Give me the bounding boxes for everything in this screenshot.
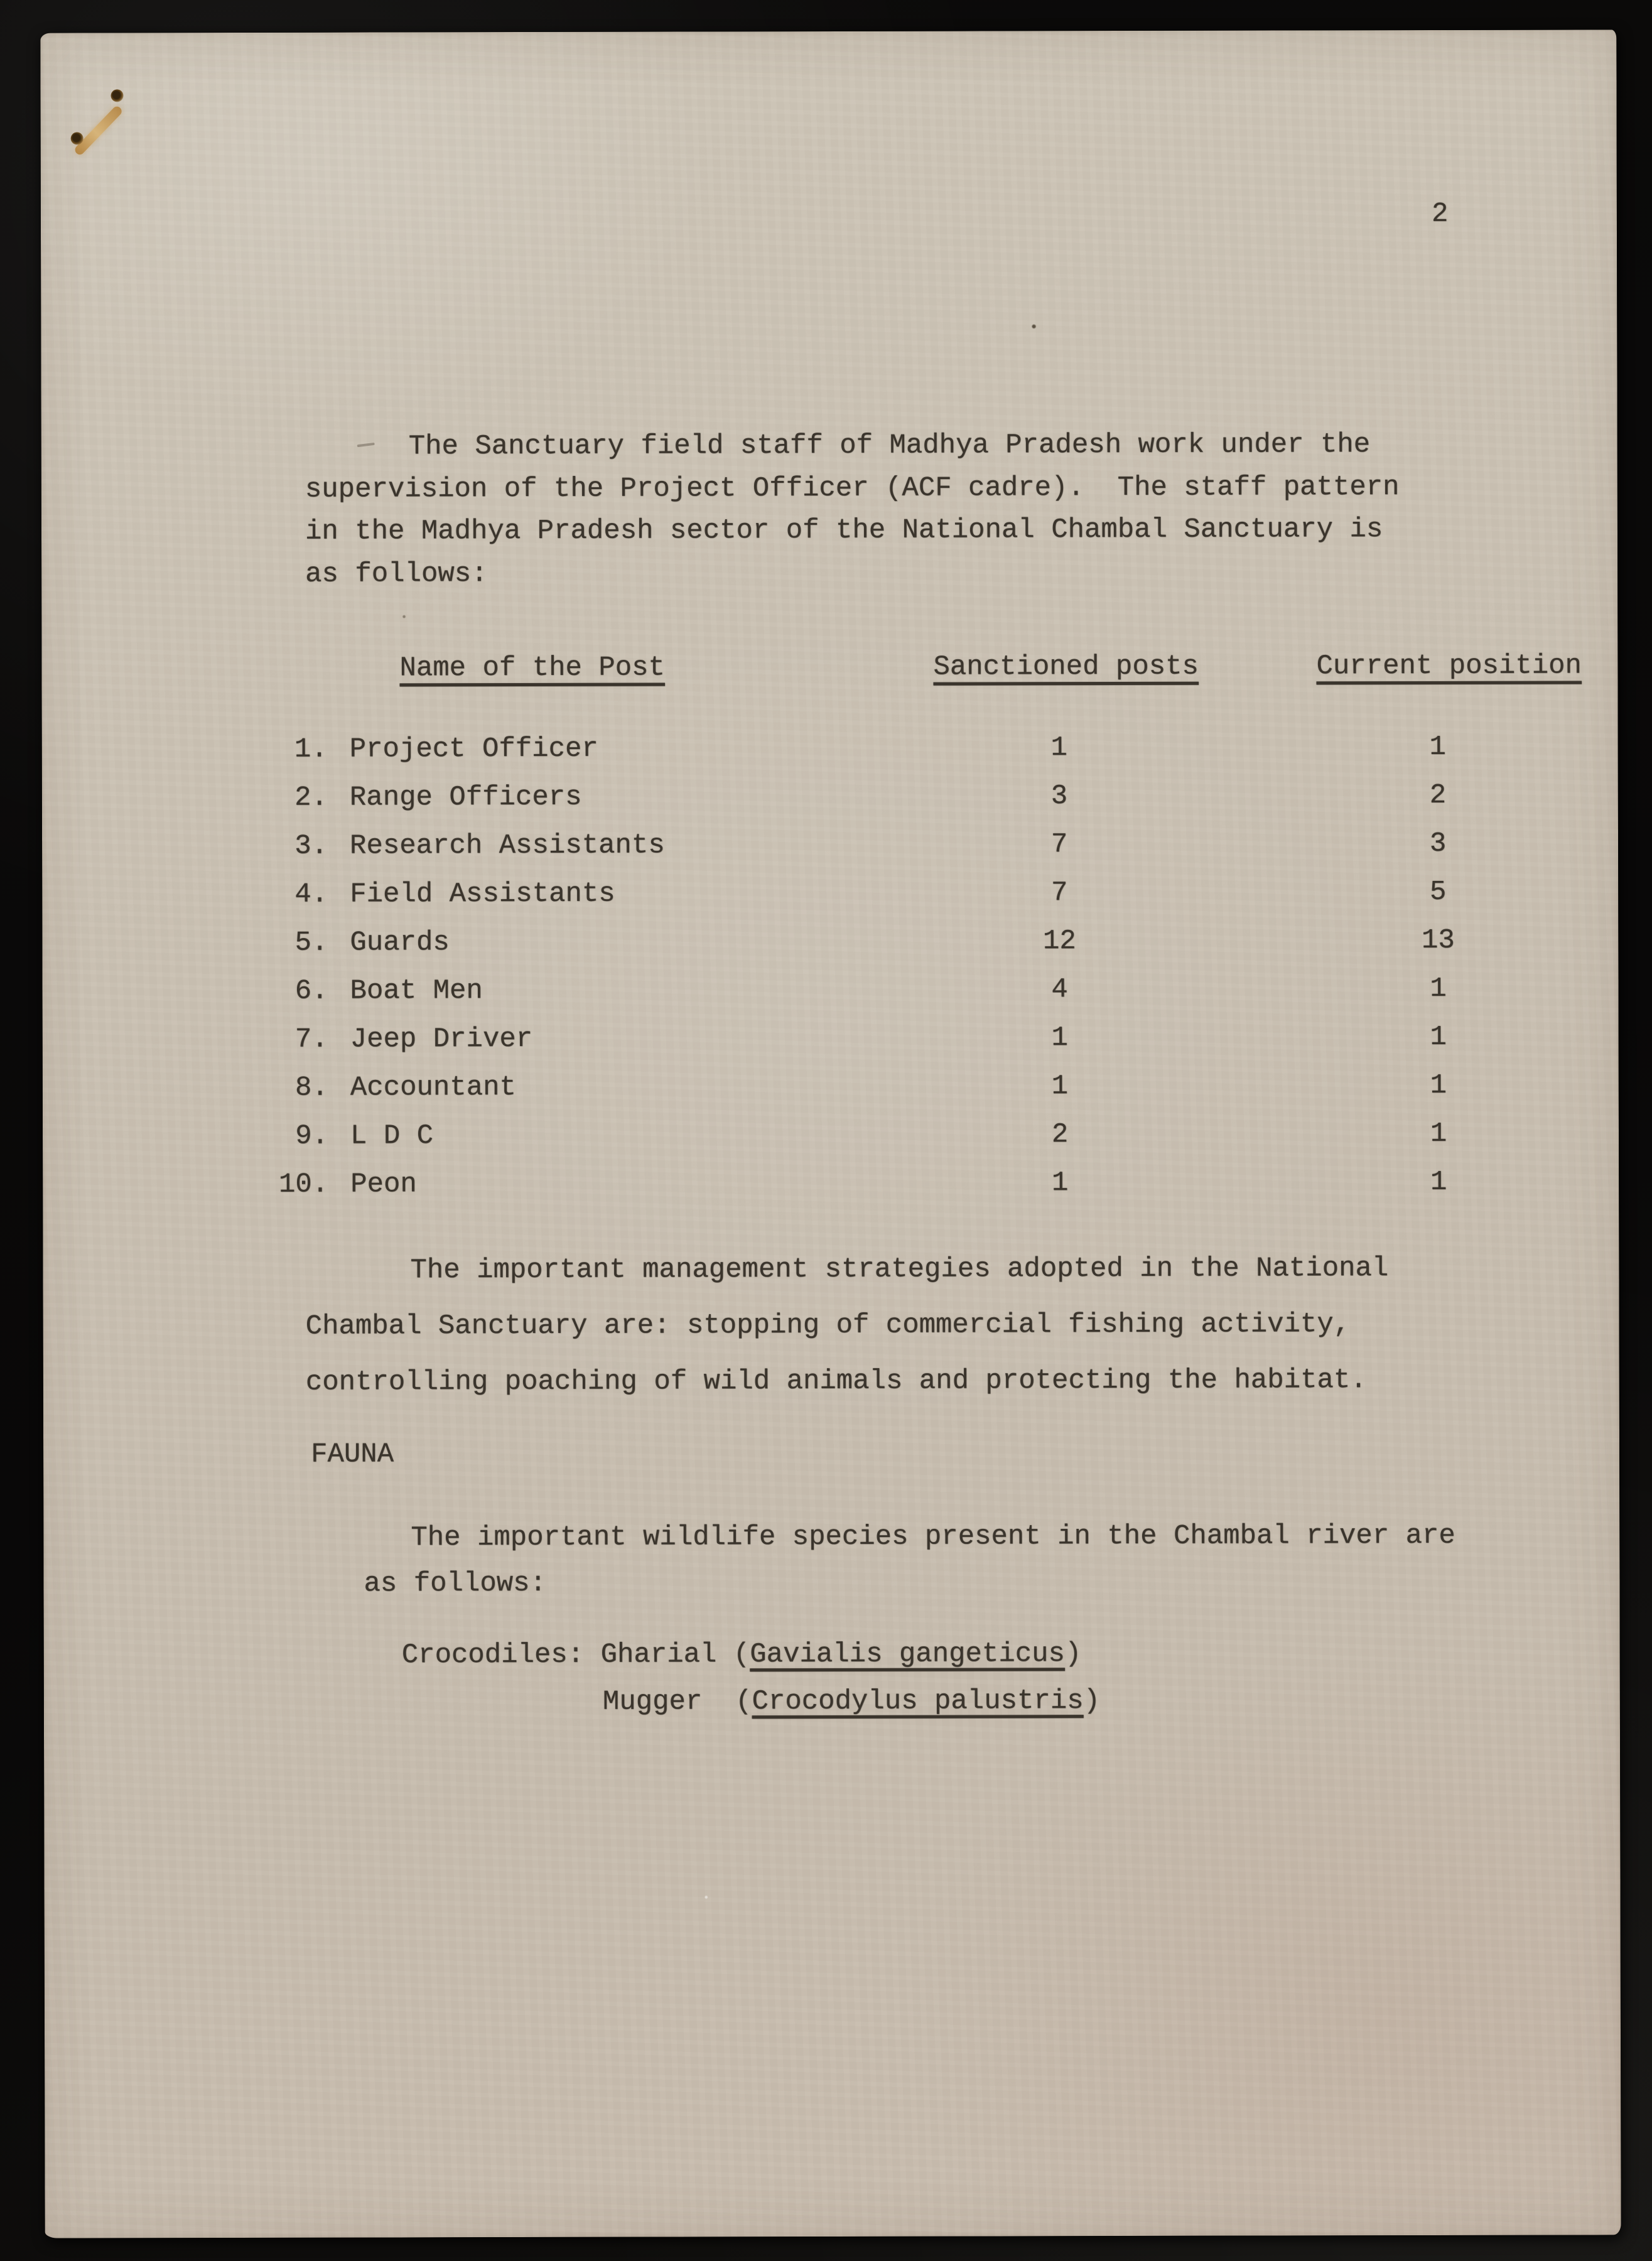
species-prefix: Mugger (	[602, 1686, 752, 1718]
staple-hole	[71, 132, 84, 144]
table-row	[42, 924, 1618, 960]
current-count: 1	[1430, 1166, 1447, 1198]
row-number: 7.	[294, 1023, 328, 1055]
table-header-current: Current position	[1316, 650, 1582, 683]
paragraph1-line: supervision of the Project Officer (ACF cadre). The staff pattern	[305, 472, 1400, 505]
sanctioned-count: 2	[1051, 1119, 1069, 1151]
current-count: 13	[1421, 924, 1455, 957]
staple-rust-mark	[59, 82, 141, 163]
page-number: 2	[1431, 198, 1449, 230]
current-count: 2	[1429, 779, 1447, 812]
row-number: 6.	[294, 975, 328, 1007]
row-number: 2.	[294, 782, 328, 814]
sanctioned-count: 1	[1051, 1071, 1069, 1103]
table-row	[42, 779, 1618, 815]
fauna-intro-line: as follows:	[364, 1567, 547, 1600]
table-row	[42, 828, 1618, 863]
table-header-sanctioned: Sanctioned posts	[933, 650, 1199, 683]
row-number: 10.	[278, 1168, 329, 1201]
species-prefix: Crocodiles: Gharial (	[401, 1639, 750, 1671]
sanctioned-count: 7	[1050, 829, 1068, 861]
paragraph1-line: as follows:	[305, 558, 488, 590]
table-header-post: Name of the Post	[399, 652, 665, 684]
sanctioned-count: 1	[1050, 732, 1067, 764]
sanctioned-count: 3	[1050, 780, 1068, 812]
fauna-heading: FAUNA	[311, 1438, 394, 1470]
row-number: 3.	[294, 830, 328, 862]
row-number: 8.	[294, 1072, 328, 1104]
paragraph2-line: Chambal Sanctuary are: stopping of commercial fishing activity,	[305, 1309, 1351, 1342]
post-name: L D C	[350, 1120, 434, 1152]
sanctioned-count: 7	[1050, 877, 1068, 909]
table-row	[43, 1021, 1619, 1057]
table-row	[43, 1118, 1619, 1153]
post-name: Boat Men	[350, 975, 483, 1007]
staple-hole	[111, 89, 124, 102]
row-number: 1.	[294, 733, 328, 765]
sanctioned-count: 1	[1051, 1022, 1068, 1054]
species-suffix: )	[1083, 1685, 1101, 1717]
species-latin-name: Gavialis gangeticus	[750, 1638, 1065, 1671]
species-line-gharial	[402, 1638, 1082, 1671]
current-count: 1	[1430, 973, 1447, 1005]
sanctioned-count: 1	[1051, 1167, 1069, 1199]
post-name: Accountant	[350, 1072, 516, 1104]
document-page	[40, 30, 1621, 2238]
table-row	[42, 973, 1618, 1008]
row-number: 5.	[294, 927, 328, 959]
row-number: 4.	[294, 878, 328, 910]
species-latin-name: Crocodylus palustris	[752, 1685, 1084, 1718]
current-count: 1	[1430, 1118, 1447, 1150]
table-row	[43, 1166, 1619, 1202]
table-row	[42, 876, 1618, 912]
species-line-mugger	[603, 1685, 1100, 1718]
paragraph2-line: The important management strategies adopted in the National	[410, 1253, 1389, 1287]
paragraph1-line: in the Madhya Pradesh sector of the National Chambal Sanctuary is	[305, 514, 1383, 548]
current-count: 1	[1430, 1021, 1447, 1054]
paragraph2-line: controlling poaching of wild animals and protecting the habitat.	[305, 1364, 1367, 1398]
paragraph1-line: The Sanctuary field staff of Madhya Pradesh work under the	[408, 429, 1371, 463]
current-count: 1	[1429, 731, 1446, 764]
row-number: 9.	[295, 1120, 329, 1152]
post-name: Range Officers	[349, 781, 582, 814]
table-row	[42, 731, 1618, 767]
sanctioned-count: 12	[1042, 925, 1076, 958]
current-count: 5	[1429, 876, 1447, 909]
current-count: 1	[1430, 1069, 1447, 1102]
post-name: Jeep Driver	[350, 1023, 533, 1055]
post-name: Project Officer	[349, 733, 598, 765]
rust-streak	[73, 105, 124, 156]
stray-pencil-mark	[357, 443, 375, 447]
post-name: Guards	[350, 927, 450, 959]
table-row	[43, 1069, 1619, 1105]
sanctioned-count: 4	[1051, 974, 1068, 1006]
post-name: Research Assistants	[349, 829, 665, 862]
post-name: Field Assistants	[350, 878, 615, 910]
fauna-intro-line: The important wildlife species present in the Chambal river are	[411, 1519, 1455, 1554]
current-count: 3	[1429, 828, 1447, 860]
post-name: Peon	[350, 1168, 417, 1201]
species-suffix: )	[1064, 1638, 1082, 1670]
